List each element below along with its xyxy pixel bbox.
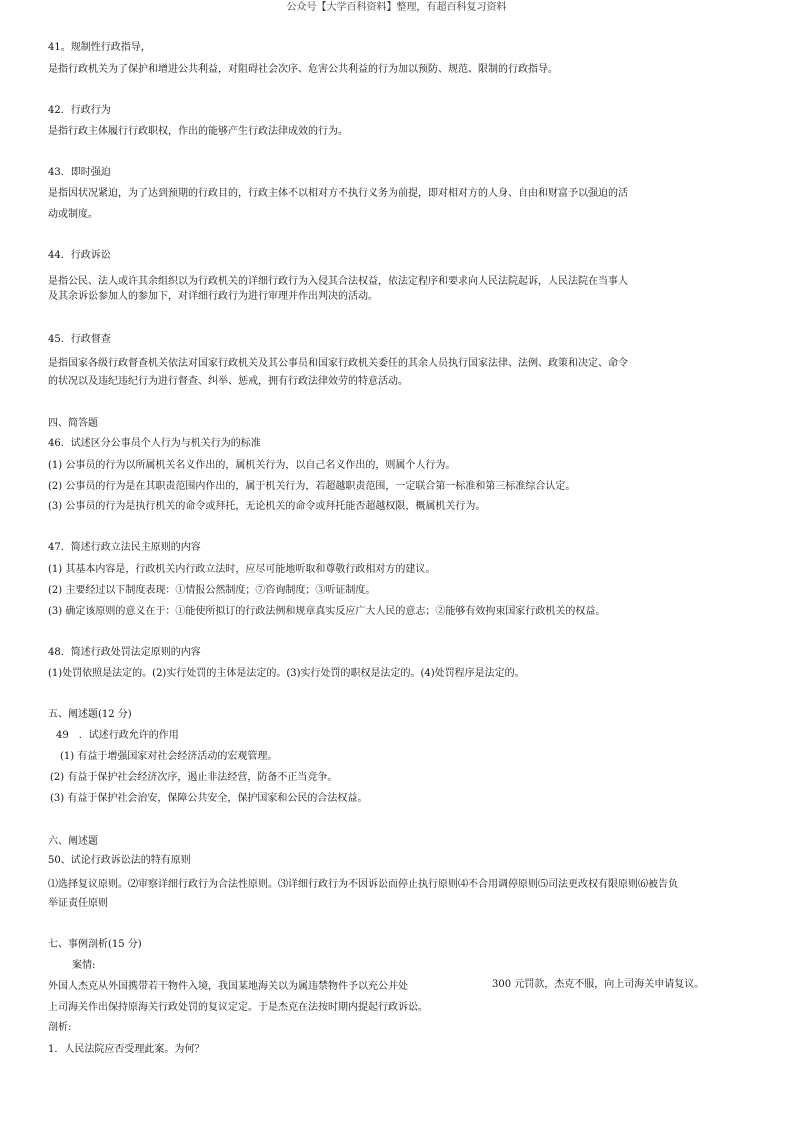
page-header: 公众号【大学百科资料】整理，有超百科复习资料: [286, 2, 507, 13]
q41-body: 是指行政机关为了保护和增进公共利益，对阻碍社会次序、危害公共利益的行为加以预防、规范、限制的行政指导。: [48, 64, 558, 75]
q44-body-line-1: 是指公民、法人或许其余组织以为行政机关的详细行政行为入侵其合法权益，依法定程序和要求向人民法院起诉，人民法院在当事人: [48, 276, 628, 287]
case-line-2: 上司海关作出保持原海关行政处罚的复议定定。于是杰克在法按时期内提起行政诉讼。: [48, 1002, 428, 1013]
q44-body-line-2: 及其余诉讼参加人的参加下，对详细行政行为进行审理并作出判决的活动。: [48, 291, 378, 302]
case-label: 案情:: [72, 960, 96, 971]
section-5-heading: 五、阐述题(12 分): [48, 709, 132, 720]
q42-title: 42．行政行为: [48, 105, 111, 116]
case-line-1a: 外国人杰克从外国携带若干物件入境，我国某地海关以为属违禁物件予以充公并处: [48, 981, 408, 992]
q44-title: 44．行政诉讼: [48, 250, 111, 261]
q43-body-line-1: 是指因状况紧迫，为了达到预期的行政目的，行政主体不以相对方不执行义务为前提，即对相对方的人身、自由和财富予以强迫的活: [48, 188, 628, 199]
case-line-1b: 300 元罚款，杰克不服，向上司海关申请复议。: [492, 979, 705, 990]
section-6-heading: 六、阐述题: [48, 836, 98, 847]
q47-point-1: (1) 其基本内容是，行政机关内行政立法时，应尽可能地听取和尊敬行政相对方的建议。: [48, 564, 436, 575]
q49-point-2: (2) 有益于保护社会经济次序，遏止非法经营，防备不正当竞争。: [50, 772, 338, 783]
q43-body-line-2: 动或制度。: [48, 209, 98, 220]
q41-title: 41。规制性行政指导，: [48, 42, 151, 53]
q49-point-1: (1) 有益于增强国家对社会经济活动的宏观管理。: [60, 751, 278, 762]
analysis-question-1: 1．人民法院应否受理此案。为何？: [48, 1044, 205, 1055]
q46-point-1: (1) 公事员的行为以所属机关名义作出的，属机关行为，以自己名义作出的，则属个人行为。: [48, 460, 456, 471]
section-7-heading: 七、事例剖析(15 分): [48, 939, 142, 950]
q48-title: 48．简述行政处罚法定原则的内容: [48, 647, 201, 658]
q49-point-3: (3) 有益于保护社会治安，保障公共安全，保护国家和公民的合法权益。: [50, 793, 368, 804]
q47-title: 47．简述行政立法民主原则的内容: [48, 542, 201, 553]
q50-point-2: 举证责任原则: [48, 898, 108, 909]
q45-body-line-2: 的状况以及违纪违纪行为进行督查、纠举、惩戒，拥有行政法律效劳的特意活动。: [48, 376, 408, 387]
q50-point-1: ⑴选择复议原则。⑵审察详细行政行为合法性原则。⑶详细行政行为不因诉讼而停止执行原则⑷不合用调停原则⑸司法更改权有限原则⑹被告负: [48, 879, 678, 890]
section-4-heading: 四、简答题: [48, 418, 98, 429]
q47-point-3: (3) 确定该原则的意义在于：①能使所拟订的行政法例和规章真实反应广大人民的意志；②能够有效拘束国家行政机关的权益。: [48, 606, 606, 617]
q45-title: 45．行政督查: [48, 334, 111, 345]
q46-title: 46．试述区分公事员个人行为与机关行为的标准: [48, 438, 261, 449]
q50-title: 50、试论行政诉讼法的特有原则: [48, 855, 191, 866]
q46-point-2: (2) 公事员的行为是在其职责范围内作出的，属于机关行为，若超越职责范围，一定联合第一标准和第三标准综合认定。: [48, 481, 576, 492]
q49-title: 49 ．试述行政允许的作用: [56, 730, 179, 741]
q42-body: 是指行政主体履行行政职权，作出的能够产生行政法律成效的行为。: [48, 126, 348, 137]
q48-point-1: (1)处罚依照是法定的。(2)实行处罚的主体是法定的。(3)实行处罚的职权是法定的。(4)处罚程序是法定的。: [48, 668, 525, 679]
q46-point-3: (3) 公事员的行为是执行机关的命令或拜托，无论机关的命令或拜托能否超越权限，概属机关行为。: [48, 501, 486, 512]
analysis-label: 剖析:: [48, 1022, 72, 1033]
q43-title: 43．即时强迫: [48, 167, 111, 178]
q47-point-2: (2) 主要经过以下制度表现：①情报公然制度；⑦咨询制度；③听证制度。: [48, 585, 376, 596]
q45-body-line-1: 是指国家各级行政督查机关依法对国家行政机关及其公事员和国家行政机关委任的其余人员执行国家法律、法例、政策和决定、命令: [48, 358, 628, 369]
